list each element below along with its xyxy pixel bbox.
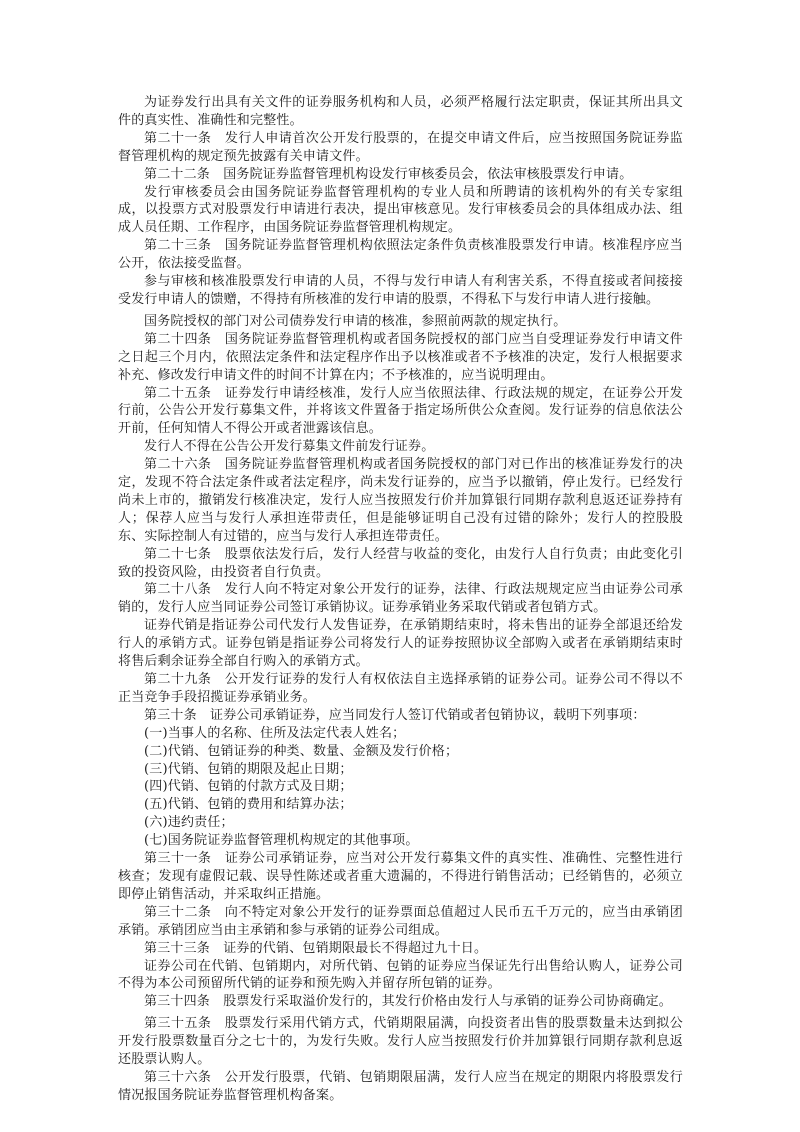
paragraph: 证券代销是指证券公司代发行人发售证券，在承销期结束时，将未售出的证券全部退还给发行人的承销方式。证券包销是指证券公司将发行人的证券按照协议全部购入或者在承销期结束时将售后剩余证券全部自行购入的承销方式。 — [118, 618, 683, 670]
article-24: 第二十四条 国务院证券监督管理机构或者国务院授权的部门应当自受理证券发行申请文件之日起三个月内，依照法定条件和法定程序作出予以核准或者不予核准的决定，发行人根据要求补充、修改发行申请文件的时间不计算在内；不予核准的，应当说明理由。 — [118, 331, 683, 383]
list-item: (一)当事人的名称、住所及法定代表人姓名； — [144, 725, 406, 741]
article-35: 第三十五条 股票发行采用代销方式，代销期限届满，向投资者出售的股票数量未达到拟公开发行股票数量百分之七十的，为发行失败。发行人应当按照发行价并加算银行同期存款利息返还股票认购人。 — [118, 1016, 683, 1068]
article-31: 第三十一条 证券公司承销证券，应当对公开发行募集文件的真实性、准确性、完整性进行核查；发现有虚假记载、误导性陈述或者重大遗漏的，不得进行销售活动；已经销售的，必须立即停止销售活动，并采取纠正措施。 — [118, 851, 683, 902]
paragraph: 参与审核和核准股票发行申请的人员，不得与发行申请人有利害关系，不得直接或者间接接受发行申请人的馈赠，不得持有所核准的发行申请的股票，不得私下与发行申请人进行接触。 — [118, 274, 683, 307]
document-page — [118, 94, 683, 1105]
paragraph: 证券公司在代销、包销期内，对所代销、包销的证券应当保证先行出售给认购人，证券公司不得为本公司预留所代销的证券和预先购入并留存所包销的证券。 — [118, 958, 683, 992]
paragraph: 国务院授权的部门对公司债券发行申请的核准，参照前两款的规定执行。 — [144, 313, 567, 329]
list-item: (六)违约责任； — [144, 815, 234, 831]
article-33: 第三十三条 证券的代销、包销期限最长不得超过九十日。 — [144, 940, 488, 956]
article-21: 第二十一条 发行人申请首次公开发行股票的，在提交申请文件后，应当按照国务院证券监督管理机构的规定预先披露有关申请文件。 — [118, 130, 683, 164]
article-22: 第二十二条 国务院证券监督管理机构设发行审核委员会，依法审核股票发行申请。 — [144, 166, 633, 182]
article-25: 第二十五条 证券发行申请经核准，发行人应当依照法律、行政法规的规定，在证券公开发行前，公告公开发行募集文件，并将该文件置备于指定场所供公众查阅。发行证券的信息依法公开前，任何知情人不得公开或者泄露该信息。 — [118, 385, 683, 437]
list-item: (五)代销、包销的费用和结算办法； — [144, 797, 353, 813]
paragraph: 为证券发行出具有关文件的证券服务机构和人员，必须严格履行法定职责，保证其所出具文件的真实性、准确性和完整性。 — [118, 95, 683, 128]
article-36: 第三十六条 公开发行股票，代销、包销期限届满，发行人应当在规定的期限内将股票发行情况报国务院证券监督管理机构备案。 — [118, 1069, 683, 1103]
article-29: 第二十九条 公开发行证券的发行人有权依法自主选择承销的证券公司。证券公司不得以不正当竞争手段招揽证券承销业务。 — [118, 672, 683, 705]
list-item: (七)国务院证券监督管理机构规定的其他事项。 — [144, 833, 419, 849]
article-34: 第三十四条 股票发行采取溢价发行的，其发行价格由发行人与承销的证券公司协商确定。 — [144, 994, 673, 1010]
paragraph: 发行人不得在公告公开发行募集文件前发行证券。 — [144, 439, 435, 455]
article-32: 第三十二条 向不特定对象公开发行的证券票面总值超过人民币五千万元的，应当由承销团承销。承销团应当由主承销和参与承销的证券公司组成。 — [118, 904, 683, 938]
article-30: 第三十条 证券公司承销证券，应当同发行人签订代销或者包销协议，载明下列事项： — [144, 707, 646, 723]
list-item: (二)代销、包销证券的种类、数量、金额及发行价格； — [144, 743, 459, 759]
article-28: 第二十八条 发行人向不特定对象公开发行的证券，法律、行政法规规定应当由证券公司承销的，发行人应当同证券公司签订承销协议。证券承销业务采取代销或者包销方式。 — [118, 582, 683, 616]
list-item: (三)代销、包销的期限及起止日期； — [144, 761, 353, 777]
paragraph: 发行审核委员会由国务院证券监督管理机构的专业人员和所聘请的该机构外的有关专家组成，以投票方式对股票发行申请进行表决，提出审核意见。发行审核委员会的具体组成办法、组成人员任期、工作程序，由国务院证券监督管理机构规定。 — [118, 184, 683, 236]
article-26: 第二十六条 国务院证券监督管理机构或者国务院授权的部门对已作出的核准证券发行的决定，发现不符合法定条件或者法定程序，尚未发行证券的，应当予以撤销，停止发行。已经发行尚未上市的，撤销发行核准决定，发行人应当按照发行价并加算银行同期存款利息返还证券持有人；保荐人应当与发行人承担连带责任，但是能够证明自己没有过错的除外；发行人的控股股东、实际控制人有过错的，应当与发行人承担连带责任。 — [118, 457, 683, 544]
article-23: 第二十三条 国务院证券监督管理机构依照法定条件负责核准股票发行申请。核准程序应当公开，依法接受监督。 — [118, 238, 683, 272]
list-item: (四)代销、包销的付款方式及日期； — [144, 779, 353, 795]
article-27: 第二十七条 股票依法发行后，发行人经营与收益的变化，由发行人自行负责；由此变化引致的投资风险，由投资者自行负责。 — [118, 546, 683, 580]
